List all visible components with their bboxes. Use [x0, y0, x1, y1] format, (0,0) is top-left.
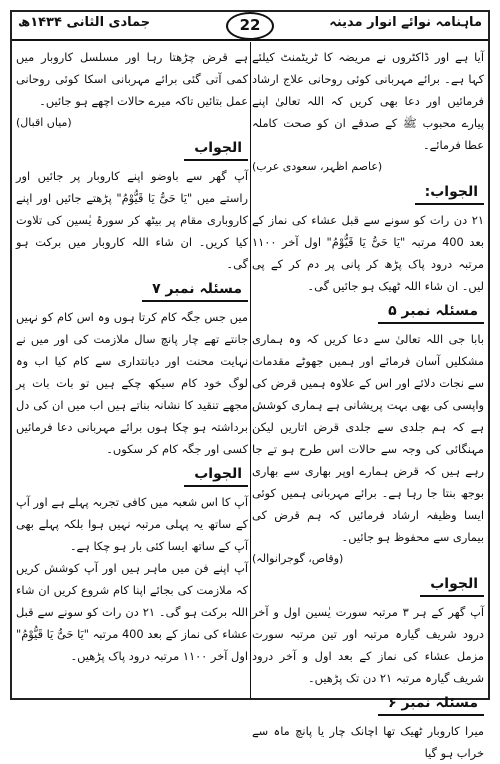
- answer-text-6: آپ گھر سے باوضو اپنے کاروبار پر جائیں اور راستے میں "یَا حَیُّ یَا قَیُّوْمُ" پڑھتے جائیں اور اپنے کاروباری مقام پر بیٹھ کر سورۂ یٰسین کی تلاوت کیا کریں۔ ان شاء اللہ کاروبار میں برکت ہو گی۔: [16, 169, 248, 271]
- question-text: آیا ہے اور ڈاکٹروں نے مریضہ کا ٹریٹمنٹ کیلئے کہا ہے۔ برائے مہربانی کوئی روحانی علاج ارشاد فرمائیں اور دعا بھی کریں کہ اللہ تعالیٰ اپنے پیارے محبوب ﷺ کے صدقے ان کو صحت کاملہ عطا فرمائے۔: [252, 50, 484, 152]
- issue-date: جمادی الثانی ۱۴۳۴ھ: [18, 15, 151, 30]
- question-signature-6: (میاں اقبال): [16, 116, 72, 129]
- issue-heading-6: مسئلہ نمبر ۶: [378, 692, 484, 716]
- question-text-7: میں جس جگہ کام کرتا ہوں وہ اس کام کو نہیں جانتے تھے چار پانچ سال ملازمت کی اور میں نے نہایت محنت اور دیانتداری سے کام کیا اب وہ لوگ خود کام سیکھ چکے ہیں تو بات بات پر مجھے تنقید کا نشانہ بناتے ہیں اب میں ان کی دل برداشتہ ہو چکا ہوں برائے مہربانی دعا فرمائیں کسی اور جگہ کام کر سکوں۔: [16, 310, 248, 456]
- answer-heading-5: الجواب: [420, 573, 484, 597]
- question-text-6: میرا کاروبار ٹھیک تھا اچانک چار یا پانچ ماہ سے خراب ہو گیا: [252, 724, 484, 760]
- answer-heading: الجواب:: [415, 181, 484, 205]
- issue-heading-5: مسئلہ نمبر ۵: [378, 300, 484, 324]
- right-column: [252, 46, 485, 760]
- question-text-6-cont: ہے قرض چڑھتا رہا اور مسلسل کاروبار میں کمی آتی گئی برائے مہربانی اسکا کوئی روحانی عمل بتائیں تاکہ میرے حالات اچھے ہو جائیں۔: [16, 50, 248, 108]
- answer-text: ۲۱ دن رات کو سونے سے قبل عشاء کی نماز کے بعد 400 مرتبہ "یَا حَیُّ یَا قَیُّوْمُ" اول آخر ۱۱۰۰ مرتبہ درود پاک پڑھ کر پانی پر دم کر کے پی لیں۔ ان شاء اللہ ٹھیک ہو جائیں گی۔: [252, 213, 485, 293]
- answer-text-5: آپ گھر کے ہر ۳ مرتبہ سورت یٰسین اول و آخر درود شریف گیارہ مرتبہ اور تین مرتبہ سورت مزمل عشاء کی نماز کے بعد اول و آخر درود شریف گیارہ مرتبہ ۲۱ دن تک پڑھیں۔: [252, 605, 484, 685]
- answer-heading-7: الجواب: [184, 463, 248, 487]
- answer-text-7a: آپ کا اس شعبہ میں کافی تجربہ پہلے ہے اور آپ کے ساتھ یہ پہلی مرتبہ نہیں ہوا بلکہ پہلے بھی آپ کے ساتھ ایسا کئی بار ہو چکا ہے۔: [16, 495, 248, 553]
- left-column: [16, 46, 248, 694]
- question-signature: (عاصم اظہر، سعودی عرب): [252, 160, 383, 173]
- page-header: [12, 12, 488, 38]
- issue-heading-7: مسئلہ نمبر ۷: [142, 278, 248, 302]
- answer-text-7b: آپ اپنے فن میں ماہر ہیں اور آپ کوشش کریں کہ ملازمت کی بجائے اپنا کام شروع کریں ان شاء اللہ برکت ہو گی۔ ۲۱ دن رات کو سونے سے قبل عشاء کی نماز کے بعد 400 مرتبہ "یَا حَیُّ یَا قَیُّوْمُ" اول آخر ۱۱۰۰ مرتبہ درود پاک پڑھیں۔: [16, 561, 249, 663]
- answer-heading-6: الجواب: [184, 137, 248, 161]
- header-rule: [12, 39, 488, 41]
- magazine-title: ماہنامہ نوائے انوار مدینہ: [329, 15, 482, 30]
- question-text-5: بابا جی اللہ تعالیٰ سے دعا کریں کہ وہ ہماری مشکلیں آسان فرمائے اور ہمیں جھوٹے مقدمات سے نجات دلائے اور اس کے علاوہ ہمیں قرض کی واپسی کی بھی بہت پریشانی ہے ہماری کوشش ہے کہ ہم جلدی سے جلدی قرض اتاریں لیکن مہنگائی کی وجہ سے حالات اس طرح ہو تے جا رہے ہیں کہ قرض ہمارے اوپر بھاری سے بھاری بوجھ بنتا جا رہا ہے۔ برائے مہربانی ہمیں کوئی ایسا وظیفہ ارشاد فرمائیں کہ ہم قرض کی بیماری سے محفوظ ہو جائیں۔: [252, 332, 484, 544]
- question-signature-5: (وقاص، گوجرانوالہ): [252, 552, 344, 565]
- page-number: 22: [226, 12, 274, 40]
- column-divider: [250, 42, 251, 698]
